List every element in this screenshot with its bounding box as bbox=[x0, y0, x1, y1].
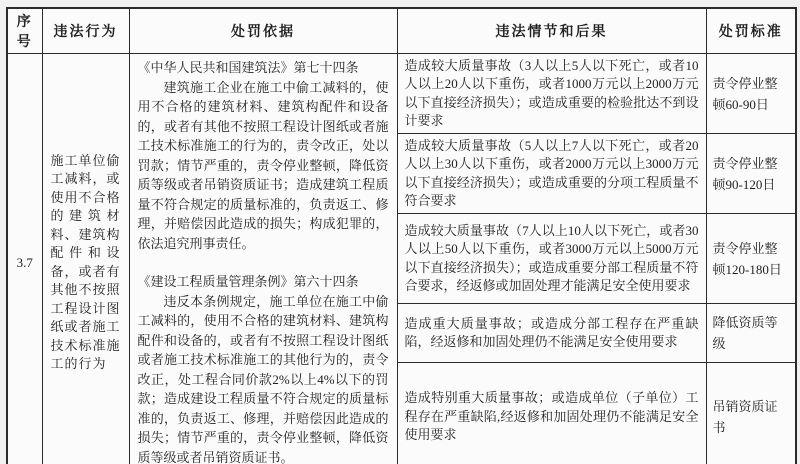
cell-violation-behavior: 施工单位偷工减料，或使用不合格的建筑材料、建筑构配件和设备，或者有其他不按照工程设计图纸或者施工技术标准施工的行为 bbox=[42, 54, 129, 464]
header-violation-behavior: 违法行为 bbox=[42, 8, 129, 54]
cell-serial-number: 3.7 bbox=[7, 54, 42, 464]
header-row bbox=[7, 8, 796, 54]
header-violation-detail: 违法情节和后果 bbox=[397, 8, 706, 54]
header-serial-number: 序号 bbox=[7, 8, 42, 54]
cell-penalty-standard-1: 责令停业整顿60-90日 bbox=[706, 54, 796, 134]
table-row bbox=[7, 54, 796, 134]
cell-penalty-standard-5: 吊销资质证书 bbox=[706, 363, 796, 464]
cell-penalty-basis bbox=[129, 54, 397, 464]
cell-violation-detail-4: 造成重大质量事故；或造成分部工程存在严重缺陷，经返修和加固处理仍不能满足安全使用要求 bbox=[397, 304, 706, 363]
basis-law1-body: 建筑施工企业在施工中偷工减料的，使用不合格的建筑材料、建筑构配件和设备的，或者有其他不按照工程设计图纸或者施工技术标准施工的行为的，责令改正，处以罚款；情节严重的，责令停业整顿，降低资质等级或者吊销资质证书；造成建筑工程质量不符合规定的质量标准的，负责返工、修理，并赔偿因此造成的损失；构成犯罪的，依法追究刑事责任。 bbox=[137, 79, 389, 251]
cell-penalty-standard-4: 降低资质等级 bbox=[706, 304, 796, 363]
cell-violation-detail-5: 造成特别重大质量事故；或造成单位（子单位）工程存在严重缺陷,经返修和加固处理仍不能满足安全使用要求 bbox=[397, 363, 706, 464]
basis-law2-body: 违反本条例规定，施工单位在施工中偷工减料的，使用不合格的建筑材料、建筑构配件和设备的，或者有不按照工程设计图纸或者施工技术标准施工的其他行为的，责令改正，处工程合同价款2%以上4%以下的罚款；造成建设工程质量不符合规定的质量标准的，负责返工、修理，并赔偿因此造成的损失；情节严重的，责令停业整顿，降低资质等级或者吊销资质证书。 bbox=[137, 293, 389, 464]
cell-penalty-standard-2: 责令停业整顿90-120日 bbox=[706, 134, 796, 214]
cell-violation-detail-2: 造成较大质量事故（5人以上7人以下死亡，或者20人以上30人以下重伤，或者2000万元以上3000万元以下直接经济损失）；或造成重要的分项工程质量不符合要求 bbox=[397, 134, 706, 214]
basis-law1-title: 《中华人民共和国建筑法》第七十四条 bbox=[137, 60, 359, 75]
cell-penalty-standard-3: 责令停业整顿120-180日 bbox=[706, 214, 796, 304]
header-penalty-standard: 处罚标准 bbox=[706, 8, 796, 54]
cell-violation-detail-3: 造成较大质量事故（7人以上10人以下死亡，或者30人以上50人以下重伤，或者3000万元以上5000万元以下直接经济损失）；或造成重要分部工程质量不符合要求，经返修或加固处理才能满足安全使用要求 bbox=[397, 214, 706, 304]
header-penalty-basis: 处罚依据 bbox=[129, 8, 397, 54]
cell-violation-detail-1: 造成较大质量事故（3人以上5人以下死亡，或者10人以上20人以下重伤，或者1000万元以上2000万元以下直接经济损失）；或造成重要的检验批达不到设计要求 bbox=[397, 54, 706, 134]
penalty-table bbox=[6, 7, 797, 464]
basis-law2-title: 《建设工程质量管理条例》第六十四条 bbox=[137, 274, 359, 289]
